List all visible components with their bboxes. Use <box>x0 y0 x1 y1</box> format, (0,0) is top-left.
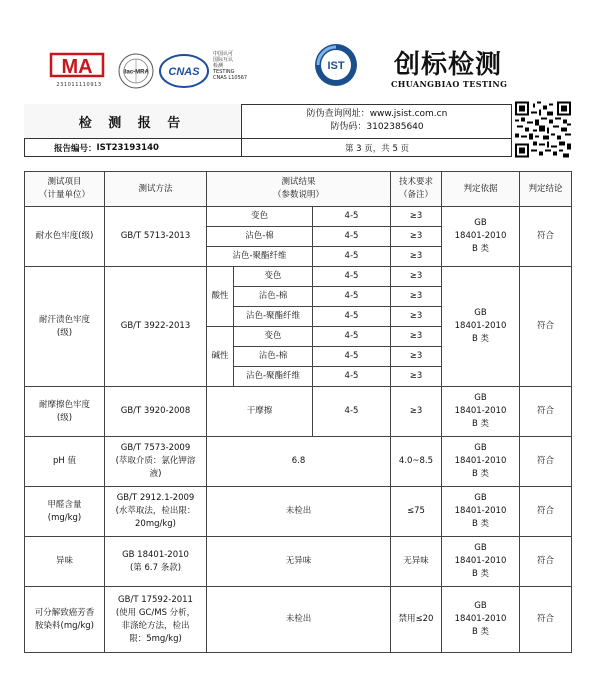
param: 沾色-棉 <box>234 347 313 367</box>
basis: GB 18401-2010 B 类 <box>442 587 520 653</box>
requirement: ≥3 <box>391 327 442 347</box>
cma-logo <box>47 50 107 80</box>
requirement: ≥3 <box>391 267 442 287</box>
value: 4-5 <box>313 367 391 387</box>
report-number-label: 报告编号： <box>54 144 97 154</box>
param: 变色 <box>234 267 313 287</box>
value: 4-5 <box>313 307 391 327</box>
param: 沾色-棉 <box>234 287 313 307</box>
acid-label: 酸性 <box>207 267 234 327</box>
param: 变色 <box>234 327 313 347</box>
basis: GB 18401-2010 B 类 <box>442 267 520 387</box>
param: 沾色-棉 <box>207 227 313 247</box>
brand-name-cn: 创标检测 <box>394 50 503 80</box>
conclusion: 符合 <box>520 437 572 487</box>
value: 4-5 <box>313 347 391 367</box>
ist-logo <box>313 42 359 88</box>
verify-code-label: 防伪码： <box>330 122 367 132</box>
method-rub-fastness: GB/T 3920-2008 <box>105 387 207 437</box>
conclusion: 符合 <box>520 537 572 587</box>
method-ph: GB/T 7573-2009 (萃取介质：氯化钾溶 液) <box>105 437 207 487</box>
value: 4-5 <box>313 227 391 247</box>
conclusion: 符合 <box>520 267 572 387</box>
requirement: 禁用≤20 <box>391 587 442 653</box>
table-row <box>25 587 572 653</box>
qr-code-icon <box>515 101 571 158</box>
verification-info <box>242 104 512 139</box>
cnas-logo <box>158 52 210 90</box>
param: 干摩擦 <box>207 387 313 437</box>
item-water-fastness: 耐水色牢度(级) <box>25 207 105 267</box>
requirement: ≥3 <box>391 387 442 437</box>
value: 无异味 <box>207 537 391 587</box>
brand-name-en: CHUANGBIAO TESTING <box>391 79 508 89</box>
svg-text:IST: IST <box>327 60 345 72</box>
requirement: 4.0~8.5 <box>391 437 442 487</box>
requirement: ≥3 <box>391 227 442 247</box>
requirement: ≥3 <box>391 347 442 367</box>
svg-text:MA: MA <box>61 56 93 78</box>
item-odor: 异味 <box>25 537 105 587</box>
param: 沾色-聚酯纤维 <box>234 307 313 327</box>
requirement: ≥3 <box>391 207 442 227</box>
requirement: 无异味 <box>391 537 442 587</box>
requirement: ≥3 <box>391 307 442 327</box>
table-row <box>25 387 572 437</box>
verify-site: www.jsist.com.cn <box>369 109 448 119</box>
col-basis-header: 判定依据 <box>442 172 520 207</box>
method-sweat-fastness: GB/T 3922-2013 <box>105 267 207 387</box>
basis: GB 18401-2010 B 类 <box>442 537 520 587</box>
value: 4-5 <box>313 287 391 307</box>
table-row <box>25 267 572 287</box>
param: 变色 <box>207 207 313 227</box>
conclusion: 符合 <box>520 487 572 537</box>
value: 4-5 <box>313 267 391 287</box>
alkali-label: 碱性 <box>207 327 234 387</box>
table-row <box>25 437 572 487</box>
requirement: ≥3 <box>391 247 442 267</box>
col-conclusion-header: 判定结论 <box>520 172 572 207</box>
param: 沾色-聚酯纤维 <box>207 247 313 267</box>
param: 沾色-聚酯纤维 <box>234 367 313 387</box>
test-results-table <box>24 171 572 653</box>
verify-code: 3102385640 <box>366 122 424 132</box>
method-odor: GB 18401-2010 (第 6.7 条款) <box>105 537 207 587</box>
value: 4-5 <box>313 247 391 267</box>
basis: GB 18401-2010 B 类 <box>442 387 520 437</box>
col-req-header: 技术要求 （备注） <box>391 172 442 207</box>
verify-site-label: 防伪查询网址： <box>306 109 370 119</box>
report-number <box>24 139 242 157</box>
conclusion: 符合 <box>520 207 572 267</box>
conclusion: 符合 <box>520 587 572 653</box>
value: 4-5 <box>313 207 391 227</box>
item-sweat-fastness: 耐汗渍色牢度 (级) <box>25 267 105 387</box>
requirement: ≥3 <box>391 287 442 307</box>
table-row <box>25 537 572 587</box>
value: 未检出 <box>207 587 391 653</box>
value: 6.8 <box>207 437 391 487</box>
requirement: ≥3 <box>391 367 442 387</box>
method-water-fastness: GB/T 5713-2013 <box>105 207 207 267</box>
item-rub-fastness: 耐摩擦色牢度 (级) <box>25 387 105 437</box>
col-item-header: 测试项目 （计量单位） <box>25 172 105 207</box>
item-ph: pH 值 <box>25 437 105 487</box>
conclusion: 符合 <box>520 387 572 437</box>
method-formaldehyde: GB/T 2912.1-2009 (水萃取法，检出限： 20mg/kg) <box>105 487 207 537</box>
svg-text:CNAS: CNAS <box>168 66 200 78</box>
value: 4-5 <box>313 387 391 437</box>
report-title: 检 测 报 告 <box>24 104 242 139</box>
page-info: 第 3 页，共 5 页 <box>344 144 410 154</box>
report-number-value: IST23193140 <box>96 143 159 153</box>
basis: GB 18401-2010 B 类 <box>442 437 520 487</box>
table-row <box>25 487 572 537</box>
item-azo-dyes: 可分解致癌芳香 胺染料(mg/kg) <box>25 587 105 653</box>
value: 未检出 <box>207 487 391 537</box>
requirement: ≤75 <box>391 487 442 537</box>
value: 4-5 <box>313 327 391 347</box>
table-header-row <box>25 172 572 207</box>
table-row <box>25 207 572 227</box>
cnas-info: 中国认可 国际互认 检测 TESTING CNAS L10567 <box>213 51 248 81</box>
ilac-mra-logo <box>117 52 155 90</box>
col-result-header: 测试结果 （参数说明） <box>207 172 391 207</box>
item-formaldehyde: 甲醛含量 (mg/kg) <box>25 487 105 537</box>
basis: GB 18401-2010 B 类 <box>442 487 520 537</box>
svg-text:ilac-MRA: ilac-MRA <box>123 69 149 76</box>
cma-number: 231011110913 <box>56 82 102 88</box>
basis: GB 18401-2010 B 类 <box>442 207 520 267</box>
col-method-header: 测试方法 <box>105 172 207 207</box>
method-azo-dyes: GB/T 17592-2011 (使用 GC/MS 分析， 非涤纶方法，检出 限：5mg/kg) <box>105 587 207 653</box>
